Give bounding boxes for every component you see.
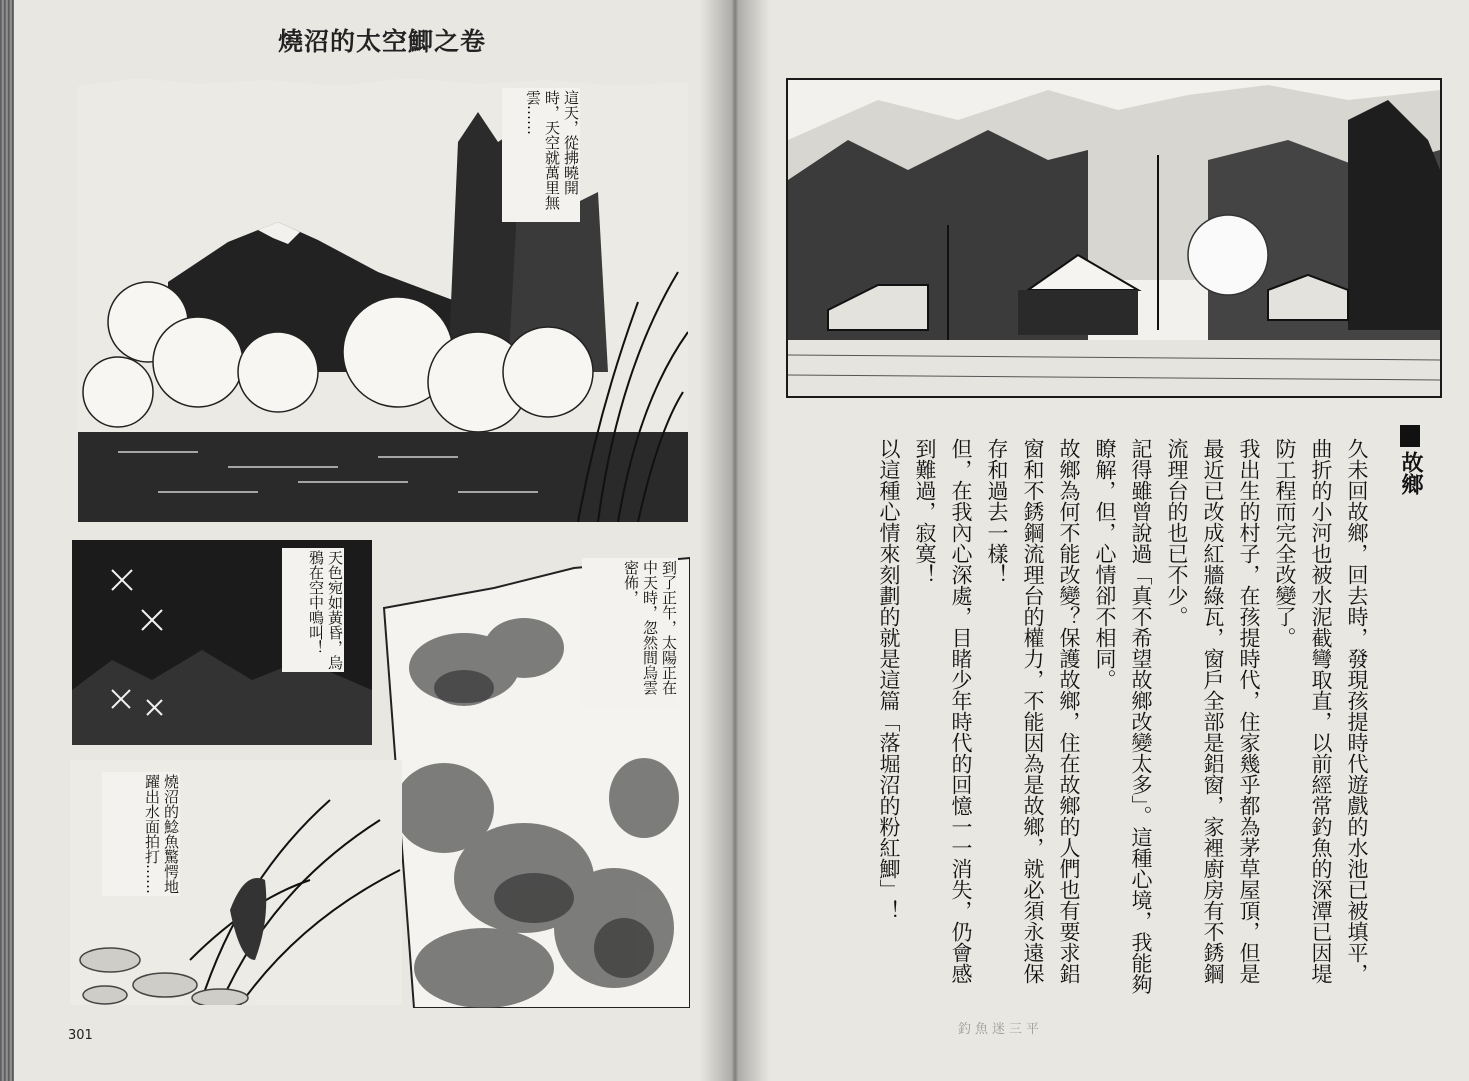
essay-paragraph: 以這種心情來刻劃的就是這篇「落堀沼的粉紅鯽」！ <box>877 438 901 921</box>
essay-paragraph: 記得雖曾說過「真不希望故鄉改變太多」。這種心境，我能夠瞭解，但，心情卻不相同。 <box>1093 438 1153 995</box>
essay-paragraph: 久未回故鄉，回去時，發現孩提時代遊戲的水池已被填平，曲折的小河也被水泥截彎取直，以前經常釣魚的深潭已因堤防工程而完全改變了。 <box>1273 438 1369 984</box>
essay-paragraph: 我出生的村子，在孩提時代，住家幾乎都為茅草屋頂，但是最近已改成紅牆綠瓦，窗戶全部是鋁窗，家裡廚房有不銹鋼流理台的也已不少。 <box>1165 438 1261 984</box>
page-number: 301 <box>68 1028 93 1043</box>
right-page <box>740 0 1469 1081</box>
book-edge <box>0 0 14 1081</box>
caption-dusk: 天色宛如黃昏，烏鴉在空中鳴叫！ <box>282 548 344 672</box>
heading-text: 故鄉 <box>1398 451 1423 495</box>
caption-fish: 燒沼的鯰魚驚愕地躍出水面拍打…… <box>102 772 180 896</box>
heading-square-icon <box>1400 425 1420 447</box>
village-art <box>788 80 1440 396</box>
caption-noon: 到了正午，太陽正在中天時，忽然間烏雲密佈， <box>582 558 678 707</box>
essay-paragraph: 故鄉為何不能改變？保護故鄉，住在故鄉的人們也有要求鋁窗和不銹鋼流理台的權力，不能因為是故鄉，就必須永遠保存和過去一樣！ <box>985 438 1081 984</box>
panel-village <box>786 78 1442 398</box>
panel-lake-landscape <box>78 72 688 522</box>
page-title: 燒沼的太空鯽之卷 <box>278 27 487 56</box>
essay-paragraph: 但，在我內心深處，目睹少年時代的回憶一一消失，仍會感到難過，寂寞！ <box>913 438 973 984</box>
lake-landscape-art <box>78 72 688 522</box>
left-page <box>14 0 730 1081</box>
essay-body <box>870 438 1375 998</box>
caption-sky: 這天，從拂曉開時，天空就萬里無雲…… <box>502 88 580 222</box>
essay-heading <box>1398 425 1422 495</box>
faint-footer: 釣魚迷三平 <box>958 1022 1044 1037</box>
